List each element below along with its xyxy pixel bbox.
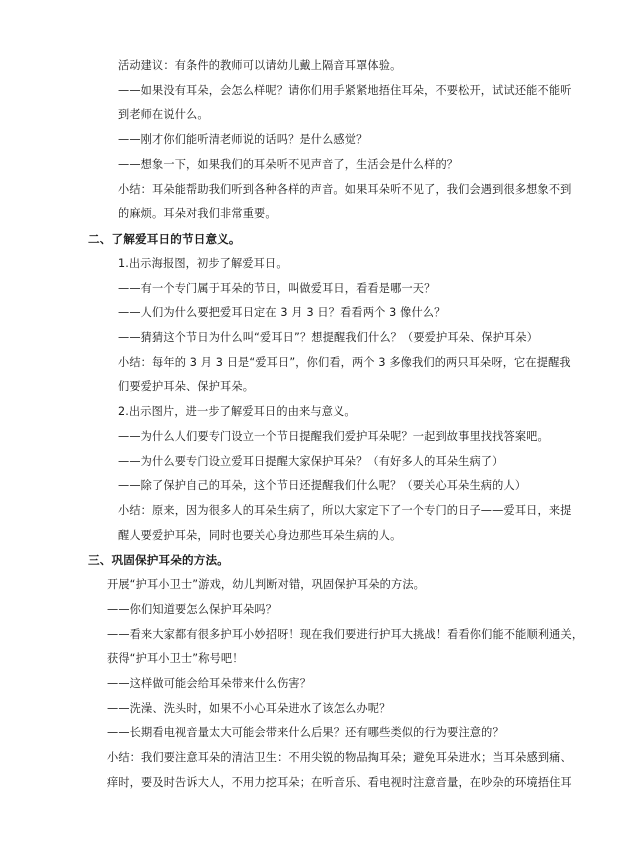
question-line-continued: 获得“护耳小卫士”称号吧！ — [107, 652, 244, 665]
summary-paragraph: 小结：我们要注意耳朵的清洁卫生：不用尖锐的物品掏耳朵；避免耳朵进水；当耳朵感到痛、 — [107, 751, 572, 764]
question-line: ——有一个专门属于耳朵的节日，叫做爱耳日，看看是哪一天？ — [118, 282, 436, 295]
summary-paragraph-continued: 们要爱护耳朵、保护耳朵。 — [118, 380, 255, 393]
question-line: ——刚才你们能听清老师说的话吗？是什么感觉？ — [118, 133, 368, 146]
summary-paragraph-continued: 醒人要爱护耳朵，同时也要关心身边那些耳朵生病的人。 — [118, 529, 402, 542]
question-line: ——猜猜这个节日为什么叫“爱耳日”？想提醒我们什么？（要爱护耳朵、保护耳朵） — [118, 331, 539, 344]
summary-paragraph: 小结：每年的 3 月 3 日是“爱耳日”，你们看，两个 3 多像我们的两只耳朵呀，它在提醒我 — [118, 356, 571, 369]
activity-suggestion: 活动建议：有条件的教师可以请幼儿戴上隔音耳罩体验。 — [118, 59, 402, 72]
question-line: ——你们知道要怎么保护耳朵吗？ — [107, 603, 278, 616]
summary-paragraph-continued: 痒时，要及时告诉大人，不用力挖耳朵；在听音乐、看电视时注意音量，在吵杂的环境捂住耳 — [107, 776, 572, 789]
section-heading-2: 二、了解爱耳日的节日意义。 — [88, 232, 241, 246]
question-line: ——人们为什么要把爱耳日定在 3 月 3 日？看看两个 3 像什么？ — [118, 306, 446, 319]
summary-paragraph: 小结：耳朵能帮助我们听到各种各样的声音。如果耳朵听不见了，我们会遇到很多想象不到 — [118, 183, 572, 196]
question-line: ——这样做可能会给耳朵带来什么伤害？ — [107, 677, 312, 690]
summary-paragraph-continued: 的麻烦。耳朵对我们非常重要。 — [118, 207, 277, 220]
section-heading-3: 三、巩固保护耳朵的方法。 — [88, 553, 229, 567]
summary-paragraph: 小结：原来，因为很多人的耳朵生病了，所以大家定下了一个专门的日子——爱耳日，来提 — [118, 504, 572, 517]
question-line: ——长期看电视音量太大可能会带来什么后果？还有哪些类似的行为要注意的？ — [107, 726, 504, 739]
step-heading: 2.出示图片，进一步了解爱耳日的由来与意义。 — [118, 405, 356, 418]
question-line: ——看来大家都有很多护耳小妙招呀！现在我们要进行护耳大挑战！看看你们能不能顺利通关， — [107, 628, 584, 641]
question-line: ——想象一下，如果我们的耳朵听不见声音了，生活会是什么样的？ — [118, 158, 459, 171]
question-line: ——洗澡、洗头时，如果不小心耳朵进水了该怎么办呢？ — [107, 702, 391, 715]
question-line: ——为什么人们要专门设立一个节日提醒我们爱护耳朵呢？一起到故事里找找答案吧。 — [118, 430, 549, 443]
question-line-continued: 到老师在说什么。 — [118, 108, 209, 121]
step-heading: 1.出示海报图，初步了解爱耳日。 — [118, 257, 288, 270]
question-line: ——除了保护自己的耳朵，这个节日还提醒我们什么呢？（要关心耳朵生病的人） — [118, 479, 527, 492]
question-line: ——为什么要专门设立爱耳日提醒大家保护耳朵？（有好多人的耳朵生病了） — [118, 455, 504, 468]
activity-intro: 开展“护耳小卫士”游戏，幼儿判断对错，巩固保护耳朵的方法。 — [107, 578, 426, 591]
question-line: ——如果没有耳朵，会怎么样呢？请你们用手紧紧地捂住耳朵，不要松开，试试还能不能听 — [118, 84, 572, 97]
